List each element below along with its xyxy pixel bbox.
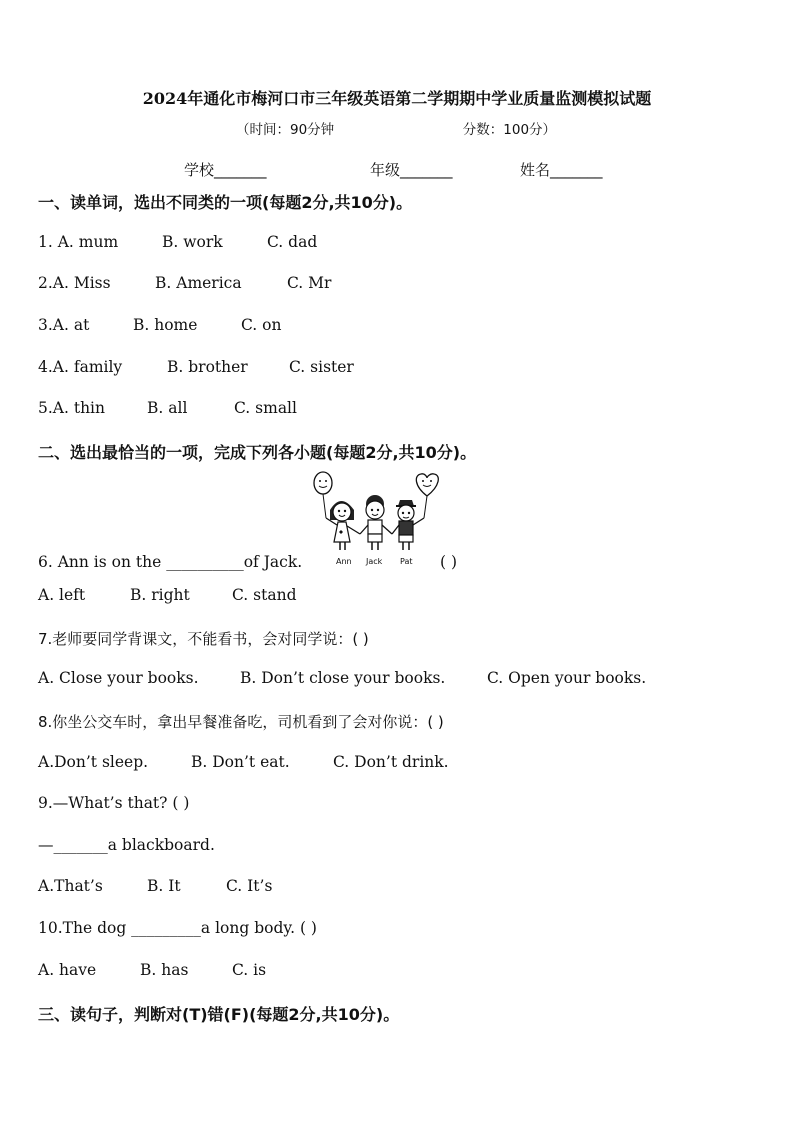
q3-option-b: B. home (133, 316, 198, 334)
balloon-icon (314, 472, 332, 494)
label-jack: Jack (366, 557, 383, 566)
question-8-options (38, 753, 449, 771)
q2-option-a: 2.A. Miss (38, 274, 111, 292)
question-9-options (38, 877, 273, 895)
question-6-options (38, 586, 297, 604)
label-pat: Pat (400, 557, 413, 566)
question-5 (38, 399, 297, 417)
question-10-options (38, 961, 267, 979)
q6-option-c: C. stand (232, 586, 297, 604)
question-7: 7.老师要同学背课文，不能看书，会对同学说：( ) (38, 630, 369, 648)
name-field: 姓名_______ (520, 161, 603, 179)
q3-option-a: 3.A. at (38, 316, 90, 334)
q9-option-c: C. It’s (226, 877, 273, 895)
q3-option-c: C. on (241, 316, 282, 334)
q7-option-c: C. Open your books. (487, 669, 647, 687)
question-9: 9.—What’s that? ( ) (38, 794, 190, 812)
ann-figure (326, 501, 360, 550)
time-info: （时间：90分钟 (236, 122, 335, 138)
question-10: 10.The dog _________a long body. ( ) (38, 919, 317, 937)
question-9-reply: —_______a blackboard. (38, 836, 215, 854)
q9-option-b: B. It (147, 877, 181, 895)
q6-option-b: B. right (130, 586, 190, 604)
q7-option-a: A. Close your books. (38, 669, 199, 687)
q2-option-b: B. America (155, 274, 242, 292)
heart-balloon-icon (416, 474, 438, 496)
q1-option-c: C. dad (267, 233, 318, 251)
q2-option-c: C. Mr (287, 274, 332, 292)
exam-info (236, 118, 556, 138)
q9-option-a: A.That’s (38, 877, 103, 895)
page-title: 2024年通化市梅河口市三年级英语第二学期期中学业质量监测模拟试题 (142, 89, 652, 108)
q4-option-c: C. sister (289, 358, 354, 376)
grade-field: 年级_______ (370, 161, 453, 179)
pat-figure (392, 500, 424, 550)
q6-stem: 6. Ann is on the __________of Jack. (38, 553, 303, 571)
q1-option-a: 1. A. mum (38, 233, 119, 251)
label-ann: Ann (336, 557, 352, 566)
q6-answer-paren: ( ) (440, 553, 458, 571)
children-illustration (310, 470, 446, 570)
q8-option-c: C. Don’t drink. (333, 753, 449, 771)
q10-option-b: B. has (140, 961, 189, 979)
question-2 (38, 274, 332, 292)
q8-option-a: A.Don’t sleep. (38, 753, 149, 771)
score-info: 分数：100分） (462, 122, 557, 138)
section1-heading: 一、读单词，选出不同类的一项(每题2分,共10分)。 (38, 193, 413, 212)
q5-option-a: 5.A. thin (38, 399, 105, 417)
q1-option-b: B. work (162, 233, 223, 251)
section2-heading: 二、选出最恰当的一项，完成下列各小题(每题2分,共10分)。 (38, 443, 477, 462)
q5-option-c: C. small (234, 399, 297, 417)
q10-option-c: C. is (232, 961, 267, 979)
q4-option-b: B. brother (167, 358, 248, 376)
q7-option-b: B. Don’t close your books. (240, 669, 446, 687)
question-7-options (38, 669, 647, 687)
section3-heading: 三、读句子，判断对(T)错(F)(每题2分,共10分)。 (38, 1005, 400, 1024)
question-3 (38, 316, 282, 334)
question-1 (38, 233, 318, 251)
q10-option-a: A. have (38, 961, 97, 979)
q5-option-b: B. all (147, 399, 188, 417)
q6-option-a: A. left (38, 586, 86, 604)
school-field: 学校_______ (184, 161, 267, 179)
q4-option-a: 4.A. family (38, 358, 123, 376)
q8-option-b: B. Don’t eat. (191, 753, 290, 771)
question-4 (38, 358, 354, 376)
jack-figure (360, 495, 392, 550)
question-8: 8.你坐公交车时，拿出早餐准备吃，司机看到了会对你说：( ) (38, 713, 444, 731)
